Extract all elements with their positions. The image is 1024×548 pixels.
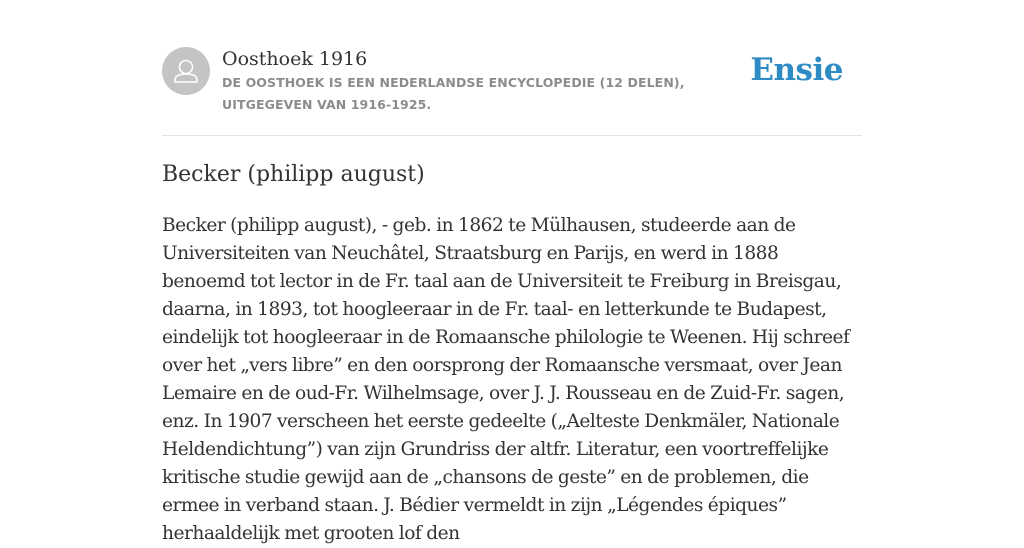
article-body: Becker (philipp august), - geb. in 1862 te Mülhausen, studeerde aan de Universiteiten van Neuchâtel, Straatsburg en Parijs, en werd in 1888 benoemd tot lector in de Fr. taal aan de Universiteit te Freiburg in Breisgau, daarna, in 1893, tot hoogleeraar in de Fr. taal- en letterkunde te Budapest, eindelijk tot hoogleeraar in de Romaansche philologie te Weenen. Hij schreef over het „vers libre” en den oorsprong der Romaansche versmaat, over Jean Lemaire en de oud-Fr. Wilhelmsage, over J. J. Rousseau en de Zuid-Fr. sagen, enz. In 1907 verscheen het eerste gedeelte („Aelteste Denkmäler, Nationale Heldendichtung”) van zijn Grundriss der altfr. Literatur, een voortreffelijke kritische studie gewijd aan de „chansons de geste” en de problemen, die ermee in verband staan. J. Bédier vermeldt in zijn „Légendes épiques” herhaaldelijk met grooten lof den (162, 215, 850, 544)
source-description: DE OOSTHOEK IS EEN NEDERLANDSE ENCYCLOPEDIE (12 DELEN), UITGEGEVEN VAN 1916-1925. (222, 75, 685, 112)
source-name[interactable]: Oosthoek 1916 (222, 48, 368, 70)
avatar[interactable] (162, 47, 210, 95)
user-icon (162, 47, 210, 95)
header-divider (162, 135, 862, 136)
ensie-logo[interactable]: Ensie (750, 52, 843, 88)
source-header (162, 47, 862, 135)
article-title: Becker (philipp august) (162, 162, 425, 187)
